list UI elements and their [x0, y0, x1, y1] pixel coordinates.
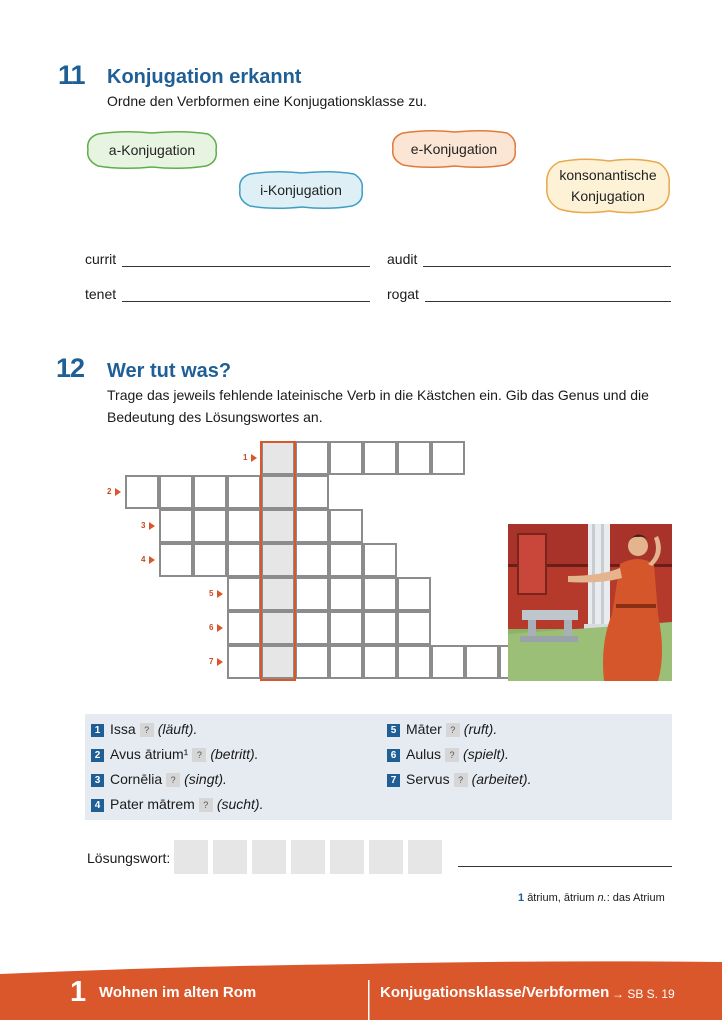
crossword-cell[interactable] [397, 611, 431, 645]
solution-box-7[interactable] [408, 840, 442, 874]
exercise-11-title: Konjugation erkannt [107, 66, 302, 88]
clue-hint: (sucht). [216, 796, 264, 812]
crossword-cell[interactable] [431, 645, 465, 679]
genus-meaning-line[interactable] [458, 866, 672, 867]
clue-text: Cornēlia [110, 771, 163, 787]
crossword-cell[interactable] [193, 543, 227, 577]
cloud-i-konjugation[interactable] [236, 170, 366, 210]
clue-text: Māter [406, 721, 442, 737]
crossword-row-label: 1 [243, 453, 248, 462]
roman-boy-illustration [508, 524, 672, 681]
crossword-cell[interactable] [363, 441, 397, 475]
crossword-cell[interactable] [295, 645, 329, 679]
crossword-cell[interactable] [329, 611, 363, 645]
crossword-cell[interactable] [227, 611, 261, 645]
answer-line-currit[interactable] [122, 266, 370, 267]
crossword-cell[interactable] [397, 645, 431, 679]
clue-text: Aulus [406, 746, 442, 762]
clue-number: 1 [91, 724, 104, 737]
crossword-cell[interactable] [363, 645, 397, 679]
crossword-cell[interactable] [261, 441, 295, 475]
crossword-cell[interactable] [295, 475, 329, 509]
verb-currit: currit [85, 251, 117, 267]
clue-hint: (läuft). [157, 721, 198, 737]
crossword-cell[interactable] [329, 441, 363, 475]
clue-text: Issa [110, 721, 136, 737]
clue-5 [387, 721, 497, 737]
clue-blank[interactable]: ? [454, 773, 468, 787]
exercise-12-instruction-1: Trage das jeweils fehlende lateinische Verb in die Kästchen ein. Gib das Genus und die [107, 387, 649, 403]
crossword-cell[interactable] [227, 577, 261, 611]
crossword-cell[interactable] [329, 543, 363, 577]
clue-blank[interactable]: ? [192, 748, 206, 762]
clue-text: Pater mātrem [110, 796, 195, 812]
cloud-a-label: a-Konjugation [108, 141, 196, 158]
crossword-cell[interactable] [125, 475, 159, 509]
solution-box-4[interactable] [291, 840, 325, 874]
clue-hint: (singt). [184, 771, 227, 787]
crossword-cell[interactable] [295, 611, 329, 645]
footer-reference: → SB S. 19 [612, 987, 675, 1001]
crossword-cell[interactable] [465, 645, 499, 679]
verb-audit: audit [387, 251, 418, 267]
crossword-row-label: 4 [141, 555, 146, 564]
crossword-cell[interactable] [227, 645, 261, 679]
clue-blank[interactable]: ? [166, 773, 180, 787]
crossword-cell[interactable] [295, 577, 329, 611]
footnote-rest: : das Atrium [606, 892, 665, 904]
cloud-e-label: e-Konjugation [410, 140, 498, 157]
solution-box-3[interactable] [252, 840, 286, 874]
clue-4 [91, 796, 264, 812]
crossword-row-label: 2 [107, 487, 112, 496]
solution-box-5[interactable] [330, 840, 364, 874]
crossword-cell[interactable] [227, 475, 261, 509]
solution-box-2[interactable] [213, 840, 247, 874]
crossword-cell[interactable] [193, 509, 227, 543]
answer-line-rogat[interactable] [425, 301, 671, 302]
crossword-cell[interactable] [193, 475, 227, 509]
solution-box-1[interactable] [174, 840, 208, 874]
footnote-gender: n. [597, 892, 607, 904]
footnote-number: 1 [518, 892, 525, 904]
crossword-row-label: 3 [141, 521, 146, 530]
crossword-cell[interactable] [329, 577, 363, 611]
solution-word-label: Lösungswort: [87, 850, 171, 866]
crossword-cell[interactable] [261, 475, 295, 509]
clue-blank[interactable]: ? [140, 723, 154, 737]
verb-tenet: tenet [85, 286, 117, 302]
crossword-row-label: 5 [209, 589, 214, 598]
clue-number: 5 [387, 724, 400, 737]
clue-text: Avus ātrium¹ [110, 746, 189, 762]
crossword-cell[interactable] [227, 509, 261, 543]
crossword-cell[interactable] [261, 577, 295, 611]
clue-text: Servus [406, 771, 450, 787]
clue-number: 6 [387, 749, 400, 762]
cloud-i-label: i-Konjugation [260, 181, 342, 198]
crossword-row-label: 6 [209, 623, 214, 632]
footer-topic: Konjugationsklasse/Verbformen [380, 984, 610, 1001]
clue-3 [91, 771, 227, 787]
solution-column-highlight [260, 441, 296, 681]
clue-hint: (betritt). [210, 746, 259, 762]
verb-rogat: rogat [387, 286, 419, 302]
exercise-12-title: Wer tut was? [107, 360, 232, 382]
cloud-kons-label-2: Konjugation [571, 188, 645, 204]
crossword-cell[interactable] [159, 543, 193, 577]
crossword-cell[interactable] [329, 645, 363, 679]
cloud-e-konjugation[interactable] [389, 129, 519, 169]
clue-number: 2 [91, 749, 104, 762]
clue-blank[interactable]: ? [199, 798, 213, 812]
crossword-cell[interactable] [397, 441, 431, 475]
crossword-cell[interactable] [261, 543, 295, 577]
footnote-text: ātrium, ātrium [527, 892, 595, 904]
crossword-cell[interactable] [363, 577, 397, 611]
exercise-12-instruction-2: Bedeutung des Lösungswortes an. [107, 409, 323, 425]
crossword-cell[interactable] [363, 543, 397, 577]
clue-number: 3 [91, 774, 104, 787]
footer-chapter-number: 1 [70, 976, 87, 1008]
clue-hint: (ruft). [463, 721, 498, 737]
answer-line-tenet[interactable] [122, 301, 370, 302]
crossword-cell[interactable] [261, 611, 295, 645]
clue-hint: (arbeitet). [471, 771, 532, 787]
exercise-11-number: 11 [58, 60, 85, 90]
crossword-cell[interactable] [295, 543, 329, 577]
crossword-cell[interactable] [295, 441, 329, 475]
exercise-11-instruction: Ordne den Verbformen eine Konjugationsklasse zu. [107, 93, 427, 109]
cloud-a-konjugation[interactable] [84, 130, 220, 170]
clue-number: 7 [387, 774, 400, 787]
crossword-cell[interactable] [159, 509, 193, 543]
crossword-cell[interactable] [261, 645, 295, 679]
clue-7 [387, 771, 532, 787]
clue-blank[interactable]: ? [445, 748, 459, 762]
page-footer [0, 960, 722, 1020]
crossword-cell[interactable] [227, 543, 261, 577]
crossword-cell[interactable] [159, 475, 193, 509]
cloud-kons-label-1: konsonantische [559, 167, 657, 183]
cloud-konsonantische-konjugation[interactable] [543, 157, 673, 215]
footnote [518, 892, 665, 904]
answer-line-audit[interactable] [423, 266, 671, 267]
crossword-cell[interactable] [431, 441, 465, 475]
exercise-12-number: 12 [56, 353, 85, 383]
clue-6 [387, 746, 509, 762]
clue-blank[interactable]: ? [446, 723, 460, 737]
crossword-cell[interactable] [295, 509, 329, 543]
crossword-cell[interactable] [397, 577, 431, 611]
footer-chapter-title: Wohnen im alten Rom [99, 984, 257, 1001]
clue-hint: (spielt). [463, 746, 509, 762]
clue-2 [91, 746, 259, 762]
crossword-cell[interactable] [329, 509, 363, 543]
crossword-cell[interactable] [363, 611, 397, 645]
crossword-cell[interactable] [261, 509, 295, 543]
crossword-row-label: 7 [209, 657, 214, 666]
solution-box-6[interactable] [369, 840, 403, 874]
clue-1 [91, 721, 197, 737]
clue-number: 4 [91, 799, 104, 812]
